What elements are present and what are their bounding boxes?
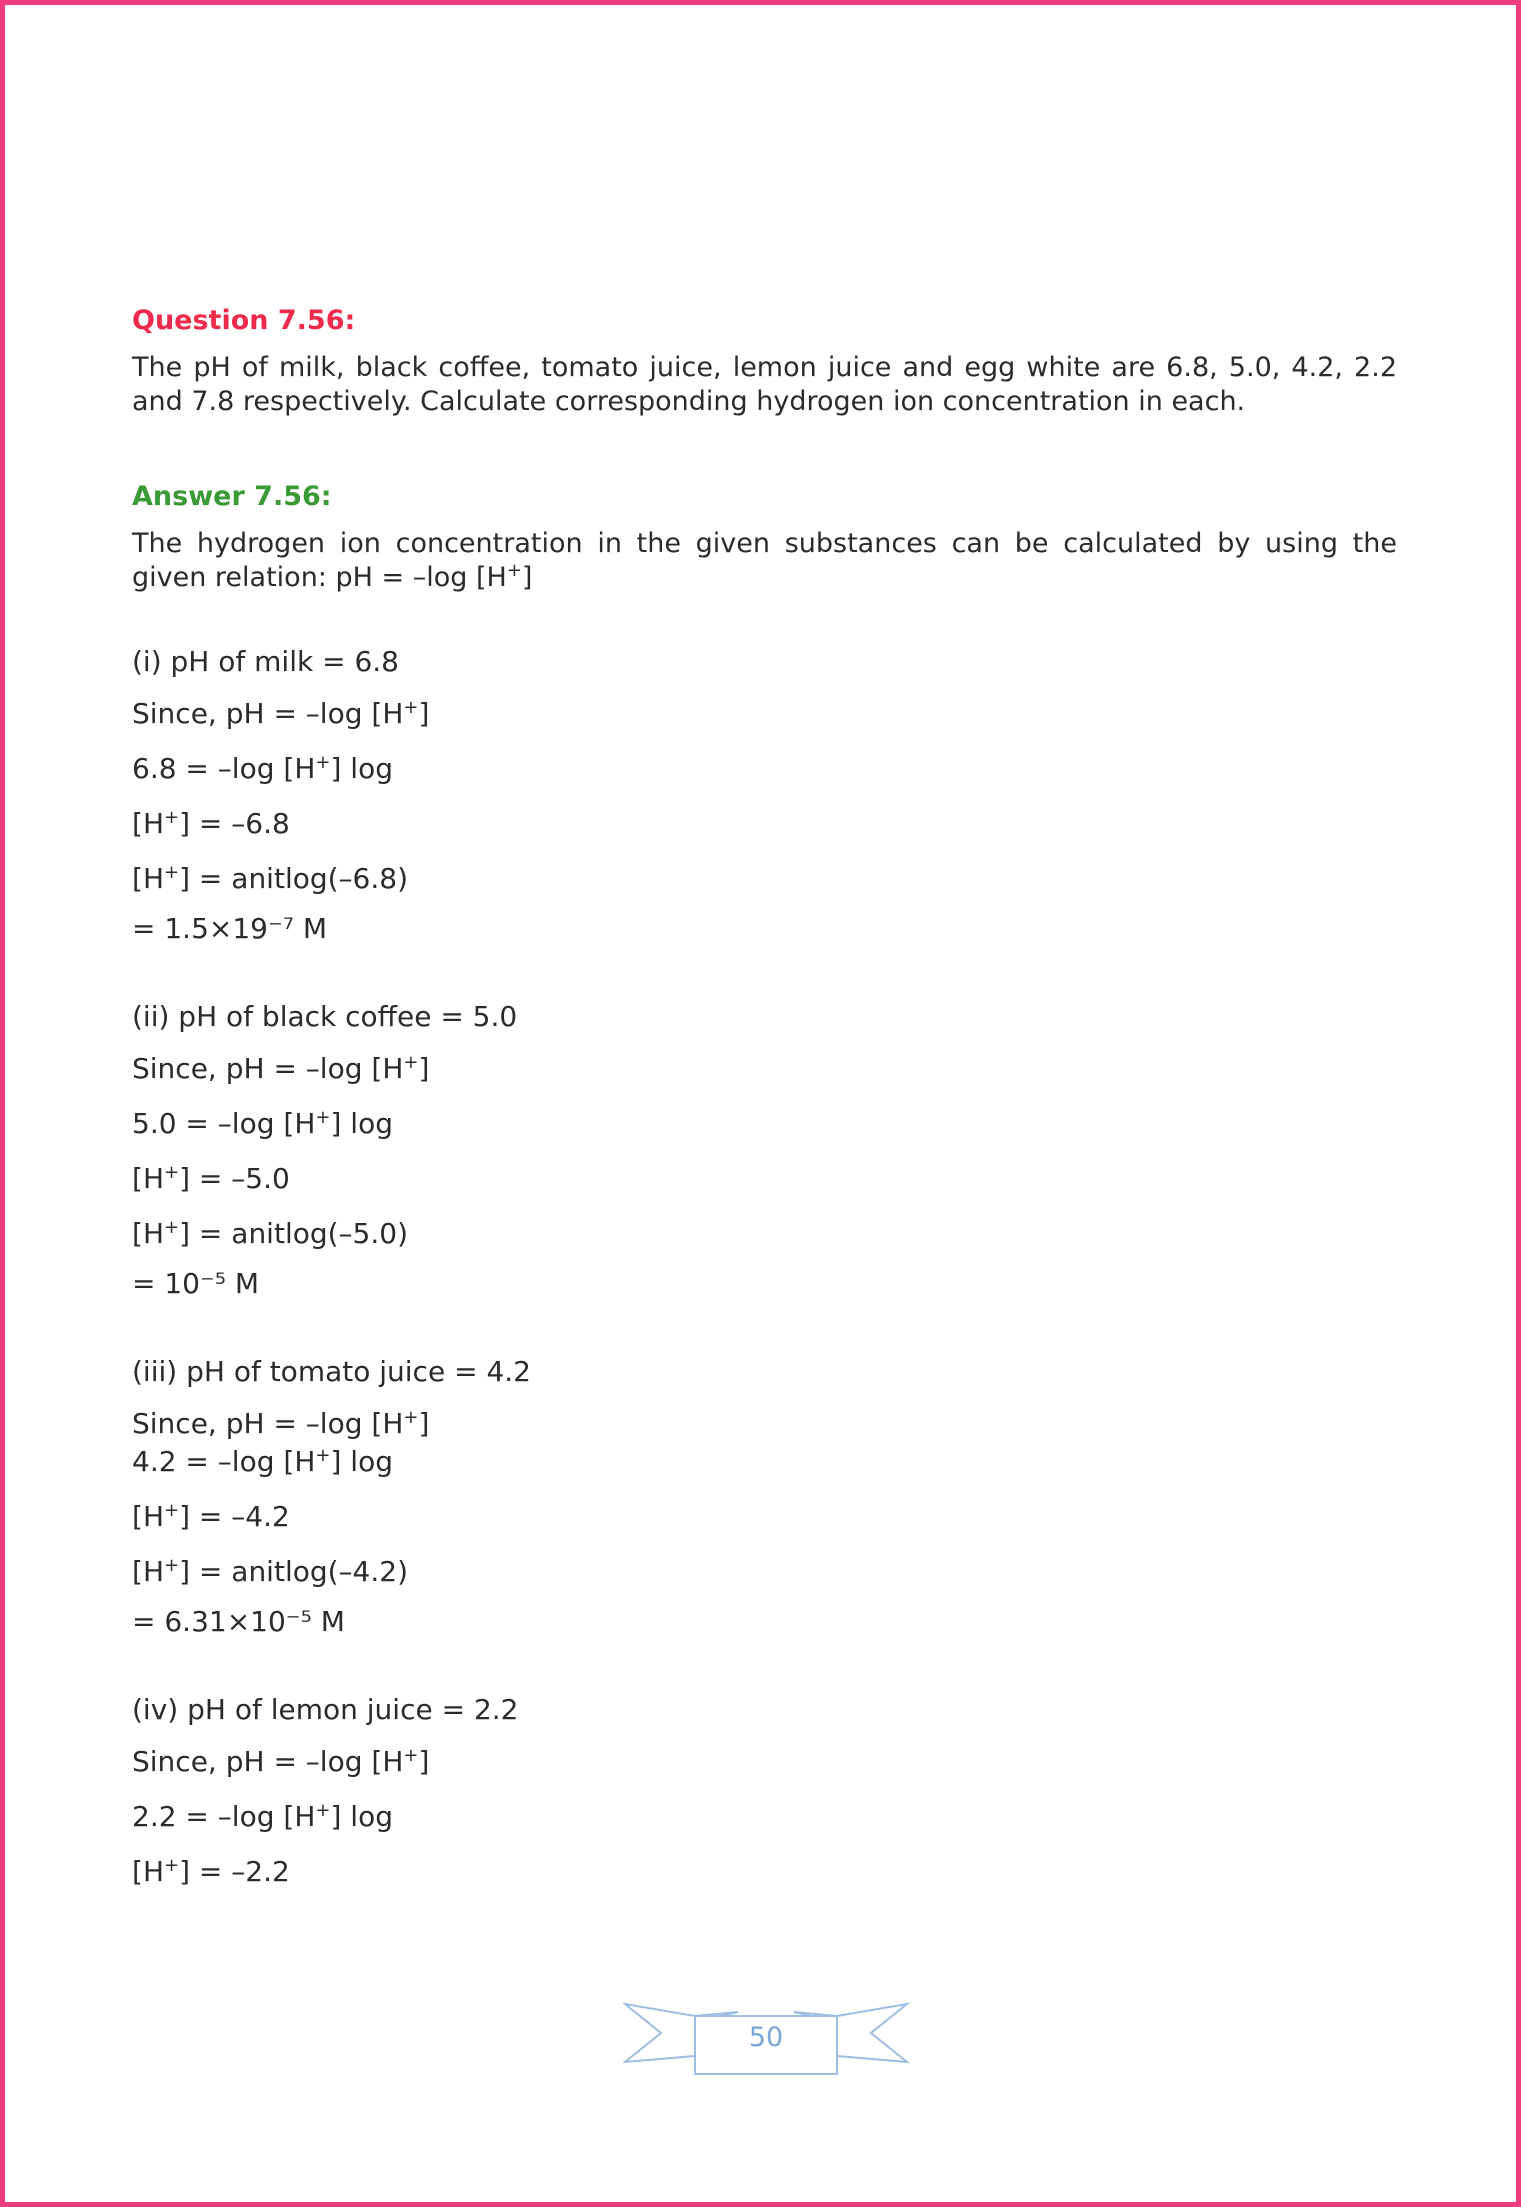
part-ii bbox=[132, 1000, 1397, 1305]
since-line: Since, pH = –log [H+] bbox=[132, 1745, 430, 1778]
result-line: = 10⁻⁵ M bbox=[132, 1267, 260, 1300]
since-line: Since, pH = –log [H+] bbox=[132, 1052, 430, 1085]
part-iii bbox=[132, 1355, 1397, 1643]
result-line: = 1.5×19⁻⁷ M bbox=[132, 912, 328, 945]
question-text: The pH of milk, black coffee, tomato juice, lemon juice and egg white are 6.8, 5.0, 4.2, 2.2 and 7.8 respectively. Calculate corresponding hydrogen ion concentration in each. bbox=[132, 352, 1397, 417]
step-line: [H+] = –2.2 bbox=[132, 1855, 290, 1888]
content bbox=[132, 301, 1397, 1910]
question-heading: Question 7.56: bbox=[132, 305, 356, 336]
step-line: 5.0 = –log [H+] log bbox=[132, 1107, 393, 1140]
step-line: [H+] = anitlog(–5.0) bbox=[132, 1217, 409, 1250]
part-iv bbox=[132, 1693, 1397, 1910]
part-i bbox=[132, 645, 1397, 950]
part-title: (iii) pH of tomato juice = 4.2 bbox=[132, 1355, 531, 1388]
step-line: [H+] = –4.2 bbox=[132, 1500, 290, 1533]
step-line: [H+] = anitlog(–6.8) bbox=[132, 862, 409, 895]
since-line: Since, pH = –log [H+] bbox=[132, 1407, 430, 1440]
page-number: 50 bbox=[748, 2022, 784, 2053]
step-line: 4.2 = –log [H+] log bbox=[132, 1445, 393, 1478]
part-title: (i) pH of milk = 6.8 bbox=[132, 645, 399, 678]
part-title: (iv) pH of lemon juice = 2.2 bbox=[132, 1693, 519, 1726]
step-line: [H+] = –5.0 bbox=[132, 1162, 290, 1195]
result-line: = 6.31×10⁻⁵ M bbox=[132, 1605, 345, 1638]
answer-intro: The hydrogen ion concentration in the given substances can be calculated by using the given relation: pH = –log [H+] bbox=[132, 528, 1397, 593]
step-line: [H+] = anitlog(–4.2) bbox=[132, 1555, 409, 1588]
page-number-ribbon bbox=[623, 1998, 913, 2084]
part-title: (ii) pH of black coffee = 5.0 bbox=[132, 1000, 518, 1033]
since-line: Since, pH = –log [H+] bbox=[132, 697, 430, 730]
answer-heading: Answer 7.56: bbox=[132, 481, 332, 512]
step-line: 6.8 = –log [H+] log bbox=[132, 752, 393, 785]
step-line: [H+] = –6.8 bbox=[132, 807, 290, 840]
step-line: 2.2 = –log [H+] log bbox=[132, 1800, 393, 1833]
